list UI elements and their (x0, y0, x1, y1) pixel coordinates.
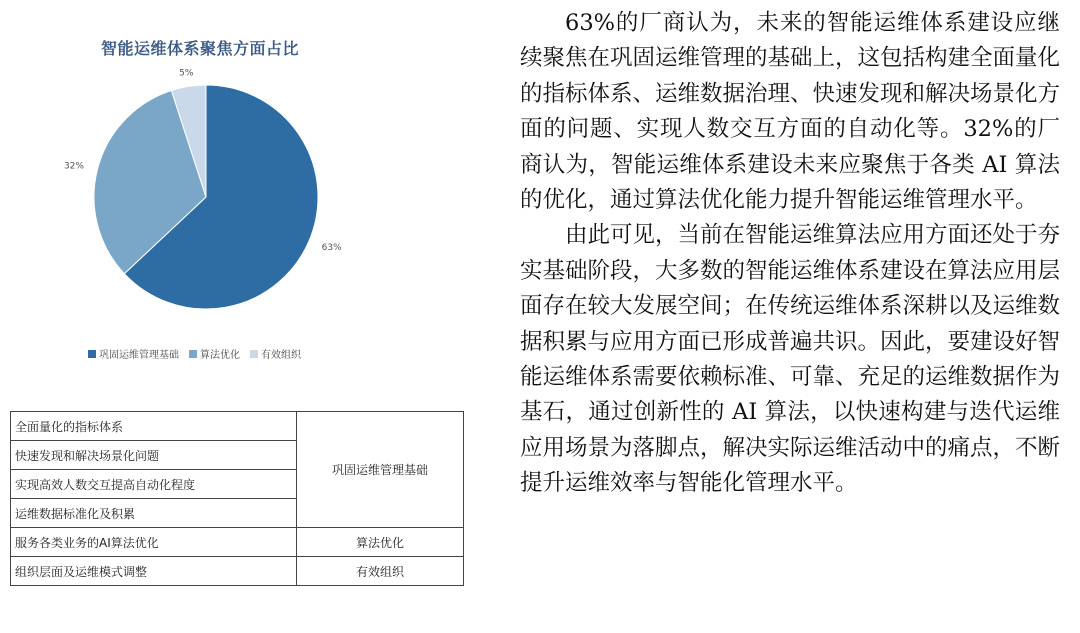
article-paragraph: 63%的厂商认为，未来的智能运维体系建设应继续聚焦在巩固运维管理的基础上，这包括构建全面量化的指标体系、运维数据治理、快速发现和解决场景化方面的问题、实现人数交互方面的自动化等。32%的厂商认为，智能运维体系建设未来应聚焦于各类 AI 算法的优化，通过算法优化能力提升智能运维管理水平。 (520, 10, 1061, 214)
pie-slices (94, 85, 318, 309)
legend-swatch-0 (88, 350, 96, 358)
table-cell-category: 算法优化 (297, 528, 464, 557)
focus-mapping-table (10, 411, 464, 586)
pie-slice-label-0: 63% (321, 243, 342, 254)
table-cell-item: 服务各类业务的AI算法优化 (11, 528, 297, 557)
article-body (520, 6, 1060, 502)
legend-item-2 (250, 346, 301, 361)
legend-item-0 (88, 346, 179, 361)
article-paragraph: 由此可见，当前在智能运维算法应用方面还处于夯实基础阶段，大多数的智能运维体系建设在算法应用层面存在较大发展空间；在传统运维体系深耕以及运维数据积累与应用方面已形成普遍共识。因此，要建设好智能运维体系需要依赖标准、可靠、充足的运维数据作为基石，通过创新性的 AI 算法，以快速构建与迭代运维应用场景为落脚点，解决实际运维活动中的痛点，不断提升运维效率与智能化管理水平。 (520, 222, 1061, 497)
pie-chart (40, 60, 380, 340)
legend-item-1 (189, 346, 240, 361)
legend-label-0: 巩固运维管理基础 (99, 350, 179, 361)
table-cell-item: 快速发现和解决场景化问题 (11, 441, 297, 470)
table-row (11, 528, 464, 557)
table-cell-category: 巩固运维管理基础 (297, 412, 464, 528)
table-row (11, 557, 464, 586)
pie-slice-label-1: 32% (63, 161, 84, 172)
chart-legend (88, 346, 301, 361)
table-cell-item: 组织层面及运维模式调整 (11, 557, 297, 586)
legend-label-2: 有效组织 (261, 350, 301, 361)
table-cell-item: 实现高效人数交互提高自动化程度 (11, 470, 297, 499)
table-cell-item: 运维数据标准化及积累 (11, 499, 297, 528)
table-row (11, 412, 464, 441)
table-cell-category: 有效组织 (297, 557, 464, 586)
legend-swatch-1 (189, 350, 197, 358)
pie-slice-label-2: 5% (179, 68, 194, 79)
legend-label-1: 算法优化 (200, 350, 240, 361)
chart-title: 智能运维体系聚焦方面占比 (100, 39, 299, 58)
table-cell-item: 全面量化的指标体系 (11, 412, 297, 441)
legend-swatch-2 (250, 350, 258, 358)
